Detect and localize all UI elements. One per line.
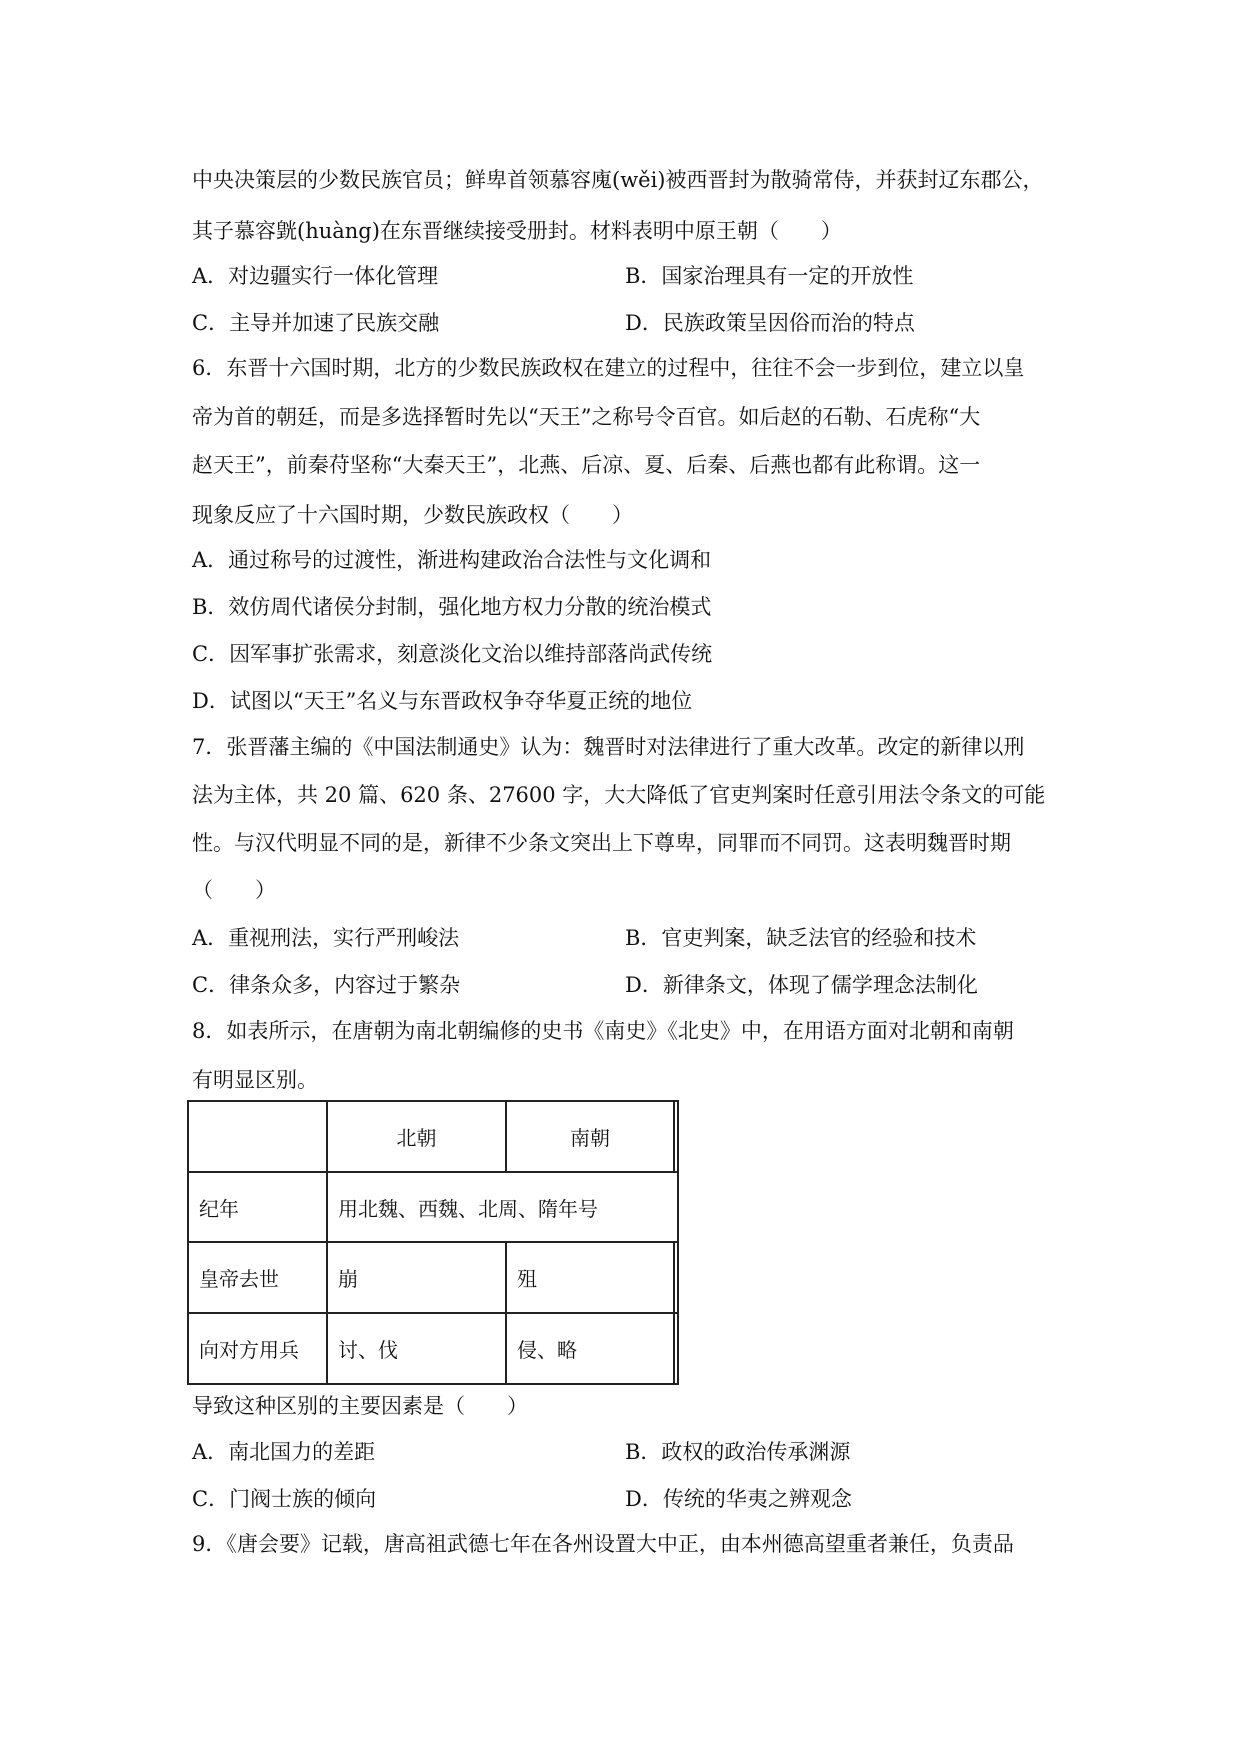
table-header-north: 北朝 — [327, 1101, 506, 1172]
q7-option-a: A．重视刑法，实行严刑峻法 — [192, 926, 460, 950]
q8-option-d: D．传统的华夷之辨观念 — [625, 1487, 852, 1511]
q5-option-a: A．对边疆实行一体化管理 — [192, 264, 439, 288]
table-extra-cell — [674, 1242, 678, 1313]
q5-option-b: B．国家治理具有一定的开放性 — [625, 264, 914, 288]
row-south: 殂 — [506, 1242, 674, 1313]
q7-line3: 性。与汉代明显不同的是，新律不少条文突出上下尊卑，同罪而不同罚。这表明魏晋时期 — [192, 831, 1011, 855]
table-row — [188, 1242, 678, 1313]
table-extra-cell — [674, 1313, 678, 1384]
q5-line2: 其子慕容皝(huàng)在东晋继续接受册封。材料表明中原王朝（ ） — [192, 219, 842, 243]
row-north: 讨、伐 — [327, 1313, 506, 1384]
q6-line2: 帝为首的朝廷，而是多选择暂时先以“天王”之称号令百官。如后赵的石勒、石虎称“大 — [192, 405, 981, 429]
q6-option-c: C．因军事扩张需求，刻意淡化文治以维持部落尚武传统 — [192, 642, 713, 666]
q9-line1: 9．《唐会要》记载，唐高祖武德七年在各州设置大中正，由本州德高望重者兼任，负责品 — [192, 1532, 1014, 1556]
table-extra-cell — [674, 1101, 678, 1172]
q6-option-a: A．通过称号的过渡性，渐进构建政治合法性与文化调和 — [192, 548, 712, 572]
q7-line2: 法为主体，共 20 篇、620 条、27600 字，大大降低了官吏判案时任意引用法令条文的可能 — [192, 783, 1046, 807]
q7-line4: （ ） — [192, 878, 276, 902]
q8-line2: 有明显区别。 — [192, 1068, 318, 1092]
q7-line1: 7．张晋藩主编的《中国法制通史》认为：魏晋时对法律进行了重大改革。改定的新律以刑 — [192, 735, 1025, 759]
row-north: 崩 — [327, 1242, 506, 1313]
q8-question: 导致这种区别的主要因素是（ ） — [192, 1394, 528, 1418]
q8-option-a: A．南北国力的差距 — [192, 1440, 376, 1464]
q7-option-d: D．新律条文，体现了儒学理念法制化 — [625, 973, 978, 997]
q5-line1: 中央决策层的少数民族官员；鲜卑首领慕容廆(wěi)被西晋封为散骑常侍，并获封辽东郡公， — [192, 168, 1044, 192]
row-south: 侵、略 — [506, 1313, 674, 1384]
q7-option-c: C．律条众多，内容过于繁杂 — [192, 973, 461, 997]
q6-option-d: D．试图以“天王”名义与东晋政权争夺华夏正统的地位 — [192, 689, 693, 713]
table-header-south: 南朝 — [506, 1101, 674, 1172]
q6-line1: 6．东晋十六国时期，北方的少数民族政权在建立的过程中，往往不会一步到位，建立以皇 — [192, 356, 1025, 380]
row-merged-value: 用北魏、西魏、北周、隋年号 — [327, 1172, 678, 1242]
table-header-empty — [188, 1101, 327, 1172]
row-label: 纪年 — [188, 1172, 327, 1242]
q8-line1: 8．如表所示，在唐朝为南北朝编修的史书《南史》《北史》中，在用语方面对北朝和南朝 — [192, 1019, 1014, 1043]
q6-option-b: B．效仿周代诸侯分封制，强化地方权力分散的统治模式 — [192, 595, 712, 619]
q8-option-b: B．政权的政治传承渊源 — [625, 1440, 851, 1464]
q8-option-c: C．门阀士族的倾向 — [192, 1487, 377, 1511]
q6-line4: 现象反应了十六国时期，少数民族政权（ ） — [192, 503, 633, 527]
q6-line3: 赵天王”，前秦苻坚称“大秦天王”，北燕、后凉、夏、后秦、后燕也都有此称谓。这一 — [192, 453, 981, 477]
table-header-row — [188, 1101, 678, 1172]
q5-option-c: C．主导并加速了民族交融 — [192, 311, 440, 335]
row-label: 皇帝去世 — [188, 1242, 327, 1313]
row-label: 向对方用兵 — [188, 1313, 327, 1384]
table-row — [188, 1313, 678, 1384]
q8-table — [187, 1100, 679, 1385]
q7-option-b: B．官吏判案，缺乏法官的经验和技术 — [625, 926, 977, 950]
q5-option-d: D．民族政策呈因俗而治的特点 — [625, 311, 915, 335]
table-row — [188, 1172, 678, 1242]
